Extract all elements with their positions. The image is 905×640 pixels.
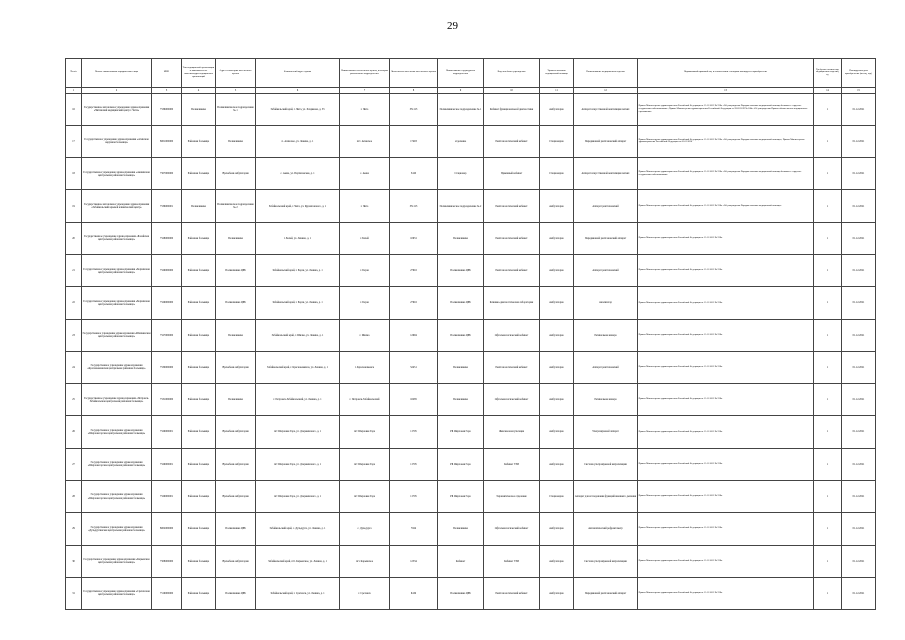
cell-category: Врачебная амбулатория <box>216 416 256 448</box>
cell-inn: 7529000001 <box>152 480 182 512</box>
cell-name: Государственное учреждение здравоохранения «Акшинская центральная районная больница» <box>82 158 152 190</box>
header-row <box>66 59 876 88</box>
cell-category: Поликлиническое подразделение № 2 <box>216 190 256 222</box>
cell-qty: 1 <box>814 480 842 512</box>
column-header: Фактический адрес здания <box>256 59 340 88</box>
cell-unit: Поликлиника <box>438 351 484 383</box>
column-number: 11 <box>540 87 574 93</box>
cell-device: Система ультразвуковой визуализации <box>574 545 638 577</box>
cell-type: Районная больница <box>182 254 216 286</box>
cell-device: Аппарат искусственной вентиляции легких <box>574 93 638 125</box>
cell-inn: 7529000000 <box>152 254 182 286</box>
cell-kind: Офтальмологический кабинет <box>484 384 540 416</box>
cell-basis: Приказ Министерства здравоохранения Российской Федерации от 15.11.2012 № 918н <box>638 287 814 319</box>
cell-kind: Рентгенологический кабинет <box>484 222 540 254</box>
cell-name: Государственное учреждение здравоохранения «Петровск-Забайкальская центральная районная больница» <box>82 384 152 416</box>
cell-population: 11705 <box>390 448 438 480</box>
cell-device: Ретинальная камера <box>574 319 638 351</box>
cell-date: 01.12.2021 <box>842 577 876 609</box>
cell-type: Районная больница <box>182 319 216 351</box>
column-number: 14 <box>814 87 842 93</box>
cell-level: Амбулаторно <box>540 222 574 254</box>
cell-category: Поликлиника <box>216 319 256 351</box>
cell-date: 01.12.2021 <box>842 125 876 157</box>
cell-basis: Приказ Министерства здравоохранения Российской Федерации от 15.11.2012 № 918н <box>638 254 814 286</box>
column-header: Тип медицинской организации в зависимости от номенклатуры медицинских организаций <box>182 59 216 88</box>
cell-unit: Поликлиническое подразделение № 1 <box>438 93 484 125</box>
cell-type: Районная больница <box>182 513 216 545</box>
column-header: Наименование населенного пункта, в котором расположено подразделение <box>340 59 390 88</box>
cell-name: Государственное учреждение здравоохранения «Сретенская центральная районная больница» <box>82 577 152 609</box>
cell-kind: Рентгенологический кабинет <box>484 577 540 609</box>
cell-date: 01.12.2021 <box>842 480 876 512</box>
cell-n: 27 <box>66 448 82 480</box>
column-header: Полное наименование юридического лица <box>82 59 152 88</box>
table-row <box>66 480 876 512</box>
cell-inn: 7527000000 <box>152 319 182 351</box>
column-number: 15 <box>842 87 876 93</box>
cell-device: Анализатор <box>574 287 638 319</box>
cell-population: 351113 <box>390 93 438 125</box>
column-number: 4 <box>182 87 216 93</box>
cell-date: 01.12.2021 <box>842 254 876 286</box>
cell-level: Амбулаторно <box>540 577 574 609</box>
cell-qty: 1 <box>814 384 842 416</box>
cell-inn: 7507000000 <box>152 158 182 190</box>
cell-date: 01.12.2021 <box>842 319 876 351</box>
cell-type: Районная больница <box>182 222 216 254</box>
cell-date: 01.12.2021 <box>842 351 876 383</box>
cell-unit: Кабинет <box>438 545 484 577</box>
cell-locality: г. Борзя <box>340 287 390 319</box>
cell-level: Амбулаторно <box>540 319 574 351</box>
cell-kind: Рентгенологический кабинет <box>484 351 540 383</box>
cell-unit: Поликлиническое подразделение № 2 <box>438 190 484 222</box>
column-header: Требуемое количество медицинских изделий, ед. <box>814 59 842 88</box>
cell-kind: Женская консультация <box>484 416 540 448</box>
cell-unit: отделение <box>438 125 484 157</box>
cell-basis: Приказ Министерства здравоохранения Российской Федерации от 15.11.2012 № 918н «Об утверждении Порядка оказания медицинской помощи больным с сердечно-сосудистыми заболеваниями» <box>638 158 814 190</box>
cell-type: Районная больница <box>182 416 216 448</box>
column-number: 6 <box>256 87 340 93</box>
cell-n: 18 <box>66 158 82 190</box>
cell-category: Врачебная амбулатория <box>216 480 256 512</box>
cell-n: 31 <box>66 577 82 609</box>
cell-qty: 1 <box>814 448 842 480</box>
cell-unit: Поликлиника <box>438 384 484 416</box>
cell-basis: Приказ Министерства здравоохранения Российской Федерации от 15.11.2012 № 918н <box>638 416 814 448</box>
cell-address: г. Балей, ул. Ленина, д. 1 <box>256 222 340 254</box>
cell-qty: 1 <box>814 577 842 609</box>
cell-kind: Терапевтическое отделение <box>484 480 540 512</box>
table-row <box>66 577 876 609</box>
cell-population: 16285 <box>390 384 438 416</box>
column-number: 8 <box>390 87 438 93</box>
table-row <box>66 351 876 383</box>
cell-n: 29 <box>66 513 82 545</box>
cell-date: 01.12.2021 <box>842 93 876 125</box>
cell-population: 11705 <box>390 416 438 448</box>
cell-basis: Приказ Министерства здравоохранения Российской Федерации от 15.11.2012 № 918н «Об утверждении Порядка оказания медицинской помощи» <box>638 190 814 222</box>
cell-inn: 7529000001 <box>152 448 182 480</box>
cell-type: Районная больница <box>182 287 216 319</box>
cell-locality: г. Петровск-Забайкальский <box>340 384 390 416</box>
cell-type: Районная больница <box>182 480 216 512</box>
cell-address: Забайкальский край, г. Борзя, ул. Ленина, д. 1 <box>256 254 340 286</box>
cell-unit: Поликлиника ЦРБ <box>438 254 484 286</box>
cell-date: 01.12.2021 <box>842 545 876 577</box>
cell-qty: 1 <box>814 287 842 319</box>
cell-unit: РБ Шерловая Гора <box>438 416 484 448</box>
cell-inn: 7530000000 <box>152 351 182 383</box>
cell-unit: РБ Шерловая Гора <box>438 480 484 512</box>
column-header: Наименование структурного подразделения <box>438 59 484 88</box>
cell-locality: г. Сретенск <box>340 577 390 609</box>
cell-date: 01.12.2021 <box>842 448 876 480</box>
cell-qty: 1 <box>814 416 842 448</box>
table-row <box>66 545 876 577</box>
column-number: 13 <box>638 87 814 93</box>
cell-kind: Кабинет УЗИ <box>484 448 540 480</box>
cell-date: 01.12.2021 <box>842 384 876 416</box>
cell-address: Забайкальский край, с. Дульдурга, ул. Ленина, д. 1 <box>256 513 340 545</box>
cell-inn: 7531000000 <box>152 384 182 416</box>
cell-device: Автоматический рефрактометр <box>574 513 638 545</box>
cell-level: Амбулаторно <box>540 416 574 448</box>
cell-device: Передвижной рентгеновский аппарат <box>574 577 638 609</box>
cell-basis: Приказ Министерства здравоохранения Российской Федерации от 15.11.2012 № 918н «Об утверждении Порядка оказания медицинской помощи больным с сердечно-сосудистыми заболеваниями»; Приказ Министерства здравоохранения Российской Федерации от 28.02.2019 № 108н «Об утверждении Правил обязательного медицинского страхования» <box>638 93 814 125</box>
cell-device: Передвижной рентгеновский аппарат <box>574 222 638 254</box>
cell-population: 6419 <box>390 577 438 609</box>
cell-qty: 1 <box>814 351 842 383</box>
cell-locality: пгт Шерловая Гора <box>340 480 390 512</box>
cell-date: 01.12.2021 <box>842 287 876 319</box>
cell-address: Забайкальский край, г. Борзя, ул. Ленина, д. 1 <box>256 287 340 319</box>
cell-level: Амбулаторно <box>540 351 574 383</box>
column-header: Нормативный правовой акт, в соответствии с которым планируется приобретение <box>638 59 814 88</box>
table-row <box>66 125 876 157</box>
cell-device: Передвижной рентгеновский аппарат <box>574 125 638 157</box>
cell-locality: с. Дульдурга <box>340 513 390 545</box>
cell-type: Районная больница <box>182 545 216 577</box>
cell-kind: Кабинет функциональной диагностики <box>484 93 540 125</box>
column-header: № п/п <box>66 59 82 88</box>
cell-basis: Приказ Министерства здравоохранения Российской Федерации от 15.11.2012 № 918н <box>638 448 814 480</box>
cell-kind: Клинико-диагностическая лаборатория <box>484 287 540 319</box>
cell-inn: 7529000000 <box>152 287 182 319</box>
cell-type: Районная больница <box>182 384 216 416</box>
cell-category: Поликлиника ЦРБ <box>216 513 256 545</box>
cell-date: 01.12.2021 <box>842 158 876 190</box>
cell-basis: Приказ Министерства здравоохранения Российской Федерации от 15.11.2012 № 918н <box>638 319 814 351</box>
column-number: 3 <box>152 87 182 93</box>
cell-basis: Приказ Министерства здравоохранения Российской Федерации от 15.11.2012 № 918н <box>638 480 814 512</box>
cell-locality: г. Краснокаменск <box>340 351 390 383</box>
cell-level: Амбулаторно <box>540 190 574 222</box>
cell-unit: Поликлиника <box>438 222 484 254</box>
cell-address: пгт Шерловая Гора, ул. Дзержинского, д. 1 <box>256 480 340 512</box>
cell-name: Государственное учреждение здравоохранения «Карымская центральная районная больница» <box>82 545 152 577</box>
cell-name: Государственное автономное учреждение здравоохранения «Забайкальский краевой клинический центр» <box>82 190 152 222</box>
cell-inn: 8001000000 <box>152 125 182 157</box>
column-header: Наименование медицинского изделия <box>574 59 638 88</box>
cell-locality: г. Чита <box>340 93 390 125</box>
cell-category: Врачебная амбулатория <box>216 448 256 480</box>
cell-inn: 7528000000 <box>152 222 182 254</box>
cell-n: 24 <box>66 351 82 383</box>
cell-population: 27916 <box>390 254 438 286</box>
cell-name: Государственное учреждение здравоохранения «Дульдургинская центральная районная больница» <box>82 513 152 545</box>
cell-level: Амбулаторно <box>540 513 574 545</box>
cell-level: Стационарно <box>540 158 574 190</box>
cell-name: Государственное учреждение здравоохранения «Агинская окружная больница» <box>82 125 152 157</box>
cell-qty: 1 <box>814 93 842 125</box>
cell-category: Врачебная амбулатория <box>216 545 256 577</box>
cell-population: 7024 <box>390 513 438 545</box>
cell-inn: 8002000000 <box>152 513 182 545</box>
column-header: Уровень оказания медицинской помощи <box>540 59 574 88</box>
cell-category: Поликлиника ЦРБ <box>216 577 256 609</box>
table-row <box>66 384 876 416</box>
cell-locality: г. Шилка <box>340 319 390 351</box>
cell-qty: 1 <box>814 513 842 545</box>
column-number: 2 <box>82 87 152 93</box>
cell-qty: 1 <box>814 545 842 577</box>
cell-category: Поликлиника <box>216 222 256 254</box>
table-row <box>66 93 876 125</box>
cell-level: Амбулаторно <box>540 93 574 125</box>
cell-kind: Кабинет УЗИ <box>484 545 540 577</box>
cell-kind: Рентгенологический кабинет <box>484 125 540 157</box>
cell-unit: Стационар <box>438 158 484 190</box>
cell-n: 25 <box>66 384 82 416</box>
cell-locality: пгт. Карымское <box>340 545 390 577</box>
cell-basis: Приказ Министерства здравоохранения Российской Федерации от 15.11.2012 № 918н «Об утверждении Порядка оказания медицинской помощи»; Приказ Министерства здравоохранения Российской Федерации от 01.01.2020 <box>638 125 814 157</box>
cell-type: Районная больница <box>182 577 216 609</box>
cell-inn: 7508000000 <box>152 545 182 577</box>
cell-n: 17 <box>66 125 82 157</box>
cell-name: Государственное учреждение здравоохранения «Шилкинская центральная районная больница» <box>82 319 152 351</box>
cell-n: 21 <box>66 254 82 286</box>
cell-date: 01.12.2021 <box>842 513 876 545</box>
cell-basis: Приказ Министерства здравоохранения Российской Федерации от 15.11.2012 № 918н <box>638 222 814 254</box>
cell-type: Районная больница <box>182 125 216 157</box>
cell-locality: с. Акша <box>340 158 390 190</box>
table-row <box>66 287 876 319</box>
cell-inn: 7519000000 <box>152 577 182 609</box>
column-number: 9 <box>438 87 484 93</box>
column-header: Вид лечебного учреждения <box>484 59 540 88</box>
cell-category: Врачебная амбулатория <box>216 351 256 383</box>
cell-basis: Приказ Министерства здравоохранения Российской Федерации от 15.11.2012 № 918н <box>638 384 814 416</box>
cell-unit: РБ Шерловая Гора <box>438 448 484 480</box>
cell-device: Аппарат рентгеновский <box>574 351 638 383</box>
column-header: Адрес и категория населенного пункта <box>216 59 256 88</box>
cell-population: 17493 <box>390 125 438 157</box>
cell-date: 01.12.2021 <box>842 416 876 448</box>
cell-inn: 7536000001 <box>152 190 182 222</box>
column-header: Численность населения населенного пункта <box>390 59 438 88</box>
cell-locality: г. Борзя <box>340 254 390 286</box>
cell-n: 19 <box>66 190 82 222</box>
cell-address: Забайкальский край, г. Шилка, ул. Ленина, д. 1 <box>256 319 340 351</box>
cell-address: Забайкальский край, г. Чита, ул. Хохрякова, д. 53 <box>256 93 340 125</box>
cell-basis: Приказ Министерства здравоохранения Российской Федерации от 15.11.2012 № 918н <box>638 513 814 545</box>
cell-locality: г. Чита <box>340 190 390 222</box>
cell-category: Поликлиника ЦРБ <box>216 287 256 319</box>
cell-population: 52451 <box>390 351 438 383</box>
cell-address: п. Агинское, ул. Ленина, д. 1 <box>256 125 340 157</box>
cell-population: 351113 <box>390 190 438 222</box>
cell-level: Амбулаторно <box>540 254 574 286</box>
cell-kind: Офтальмологический кабинет <box>484 319 540 351</box>
cell-address: пгт Шерловая Гора, ул. Дзержинского, д. 1 <box>256 448 340 480</box>
cell-qty: 1 <box>814 158 842 190</box>
cell-level: Стационарно <box>540 480 574 512</box>
cell-type: Районная больница <box>182 158 216 190</box>
cell-n: 30 <box>66 545 82 577</box>
cell-population: 12534 <box>390 545 438 577</box>
cell-population: 10931 <box>390 222 438 254</box>
cell-qty: 1 <box>814 125 842 157</box>
cell-level: Амбулаторно <box>540 287 574 319</box>
cell-n: 28 <box>66 480 82 512</box>
table-row <box>66 254 876 286</box>
cell-level: Стационарно <box>540 125 574 157</box>
cell-inn: 7529000001 <box>152 416 182 448</box>
cell-unit: Поликлиника ЦРБ <box>438 577 484 609</box>
cell-device: Аппарат рентгеновский <box>574 190 638 222</box>
cell-kind: Приемный кабинет <box>484 158 540 190</box>
cell-basis: Приказ Министерства здравоохранения Российской Федерации от 15.11.2012 № 918н <box>638 545 814 577</box>
cell-name: Государственное учреждение здравоохранения «Краснокаменская центральная районная больница» <box>82 351 152 383</box>
cell-type: Районная больница <box>182 448 216 480</box>
cell-category: Поликлиника ЦРБ <box>216 254 256 286</box>
cell-n: 20 <box>66 222 82 254</box>
cell-level: Амбулаторно <box>540 384 574 416</box>
cell-address: г. Петровск-Забайкальский, ул. Ленина, д. 1 <box>256 384 340 416</box>
table-row <box>66 448 876 480</box>
cell-n: 23 <box>66 319 82 351</box>
column-number: 12 <box>574 87 638 93</box>
cell-locality: пгт Шерловая Гора <box>340 416 390 448</box>
column-number: 10 <box>484 87 540 93</box>
cell-n: 16 <box>66 93 82 125</box>
equipment-register-table <box>65 58 876 610</box>
cell-type: Районная больница <box>182 351 216 383</box>
cell-name: Государственное учреждение здравоохранения «Борзинская центральная районная больница» <box>82 287 152 319</box>
table-row <box>66 158 876 190</box>
table-row <box>66 513 876 545</box>
column-number: 7 <box>340 87 390 93</box>
cell-address: Забайкальский край, пгт. Карымское, ул. Ленина, д. 1 <box>256 545 340 577</box>
cell-kind: Рентгенологический кабинет <box>484 190 540 222</box>
table-row <box>66 190 876 222</box>
page-number: 29 <box>447 20 458 32</box>
cell-category: Врачебная амбулатория <box>216 158 256 190</box>
cell-basis: Приказ Министерства здравоохранения Российской Федерации от 15.11.2012 № 918н <box>638 577 814 609</box>
cell-address: с. Акша, ул. Партизанская, д. 1 <box>256 158 340 190</box>
cell-device: Ультразвуковой аппарат <box>574 416 638 448</box>
cell-level: Амбулаторно <box>540 545 574 577</box>
cell-name: Государственное учреждение здравоохранения «Шерловогорская центральная районная больница» <box>82 416 152 448</box>
cell-date: 01.12.2021 <box>842 222 876 254</box>
cell-type: Поликлиника <box>182 93 216 125</box>
cell-kind: Офтальмологический кабинет <box>484 513 540 545</box>
cell-locality: пгт. Агинское <box>340 125 390 157</box>
cell-name: Государственное автономное учреждение здравоохранения «Читинский медицинский центр г. Чита» <box>82 93 152 125</box>
cell-qty: 1 <box>814 254 842 286</box>
cell-qty: 1 <box>814 222 842 254</box>
cell-category: Поликлиническое подразделение № 1 <box>216 93 256 125</box>
table-row <box>66 222 876 254</box>
cell-device: Система ультразвуковой визуализации <box>574 448 638 480</box>
cell-unit: Поликлиника ЦРБ <box>438 287 484 319</box>
cell-date: 01.12.2021 <box>842 190 876 222</box>
cell-locality: г. Балей <box>340 222 390 254</box>
cell-population: 27916 <box>390 287 438 319</box>
cell-basis: Приказ Министерства здравоохранения Российской Федерации от 15.11.2012 № 918н <box>638 351 814 383</box>
cell-n: 22 <box>66 287 82 319</box>
cell-unit: Поликлиника <box>438 513 484 545</box>
cell-device: Аппарат искусственной вентиляции легких <box>574 158 638 190</box>
cell-category: Поликлиника <box>216 384 256 416</box>
cell-n: 26 <box>66 416 82 448</box>
cell-qty: 1 <box>814 319 842 351</box>
cell-device: Ретинальная камера <box>574 384 638 416</box>
table-row <box>66 416 876 448</box>
cell-inn: 7536000000 <box>152 93 182 125</box>
cell-address: Забайкальский край, г. Краснокаменск, ул. Ленина, д. 1 <box>256 351 340 383</box>
table-row <box>66 319 876 351</box>
column-header: ИНН <box>152 59 182 88</box>
cell-name: Государственное учреждение здравоохранения «Балейская центральная районная больница» <box>82 222 152 254</box>
column-number: 5 <box>216 87 256 93</box>
cell-address: Забайкальский край, г. Чита, ул. Курнатовского, д. 1 <box>256 190 340 222</box>
column-header: Планируемая дата приобретения (месяц, год) <box>842 59 876 88</box>
cell-level: Амбулаторно <box>540 448 574 480</box>
cell-name: Государственное учреждение здравоохранения «Шерловогорская центральная районная больница» <box>82 480 152 512</box>
cell-category: Поликлиника <box>216 125 256 157</box>
cell-population: 11705 <box>390 480 438 512</box>
cell-kind: Рентгенологический кабинет <box>484 254 540 286</box>
cell-address: пгт Шерловая Гора, ул. Дзержинского, д. 1 <box>256 416 340 448</box>
column-number: 1 <box>66 87 82 93</box>
cell-unit: Поликлиника ЦРБ <box>438 319 484 351</box>
cell-device: Аппарат для исследования функций внешнего дыхания <box>574 480 638 512</box>
cell-population: 12994 <box>390 319 438 351</box>
cell-name: Государственное учреждение здравоохранения «Шерловогорская центральная районная больница» <box>82 448 152 480</box>
cell-qty: 1 <box>814 190 842 222</box>
cell-address: Забайкальский край, г. Сретенск, ул. Ленина, д. 1 <box>256 577 340 609</box>
cell-name: Государственное учреждение здравоохранения «Борзинская центральная районная больница» <box>82 254 152 286</box>
cell-type: Поликлиника <box>182 190 216 222</box>
cell-population: 3410 <box>390 158 438 190</box>
cell-device: Аппарат рентгеновский <box>574 254 638 286</box>
cell-locality: пгт Шерловая Гора <box>340 448 390 480</box>
